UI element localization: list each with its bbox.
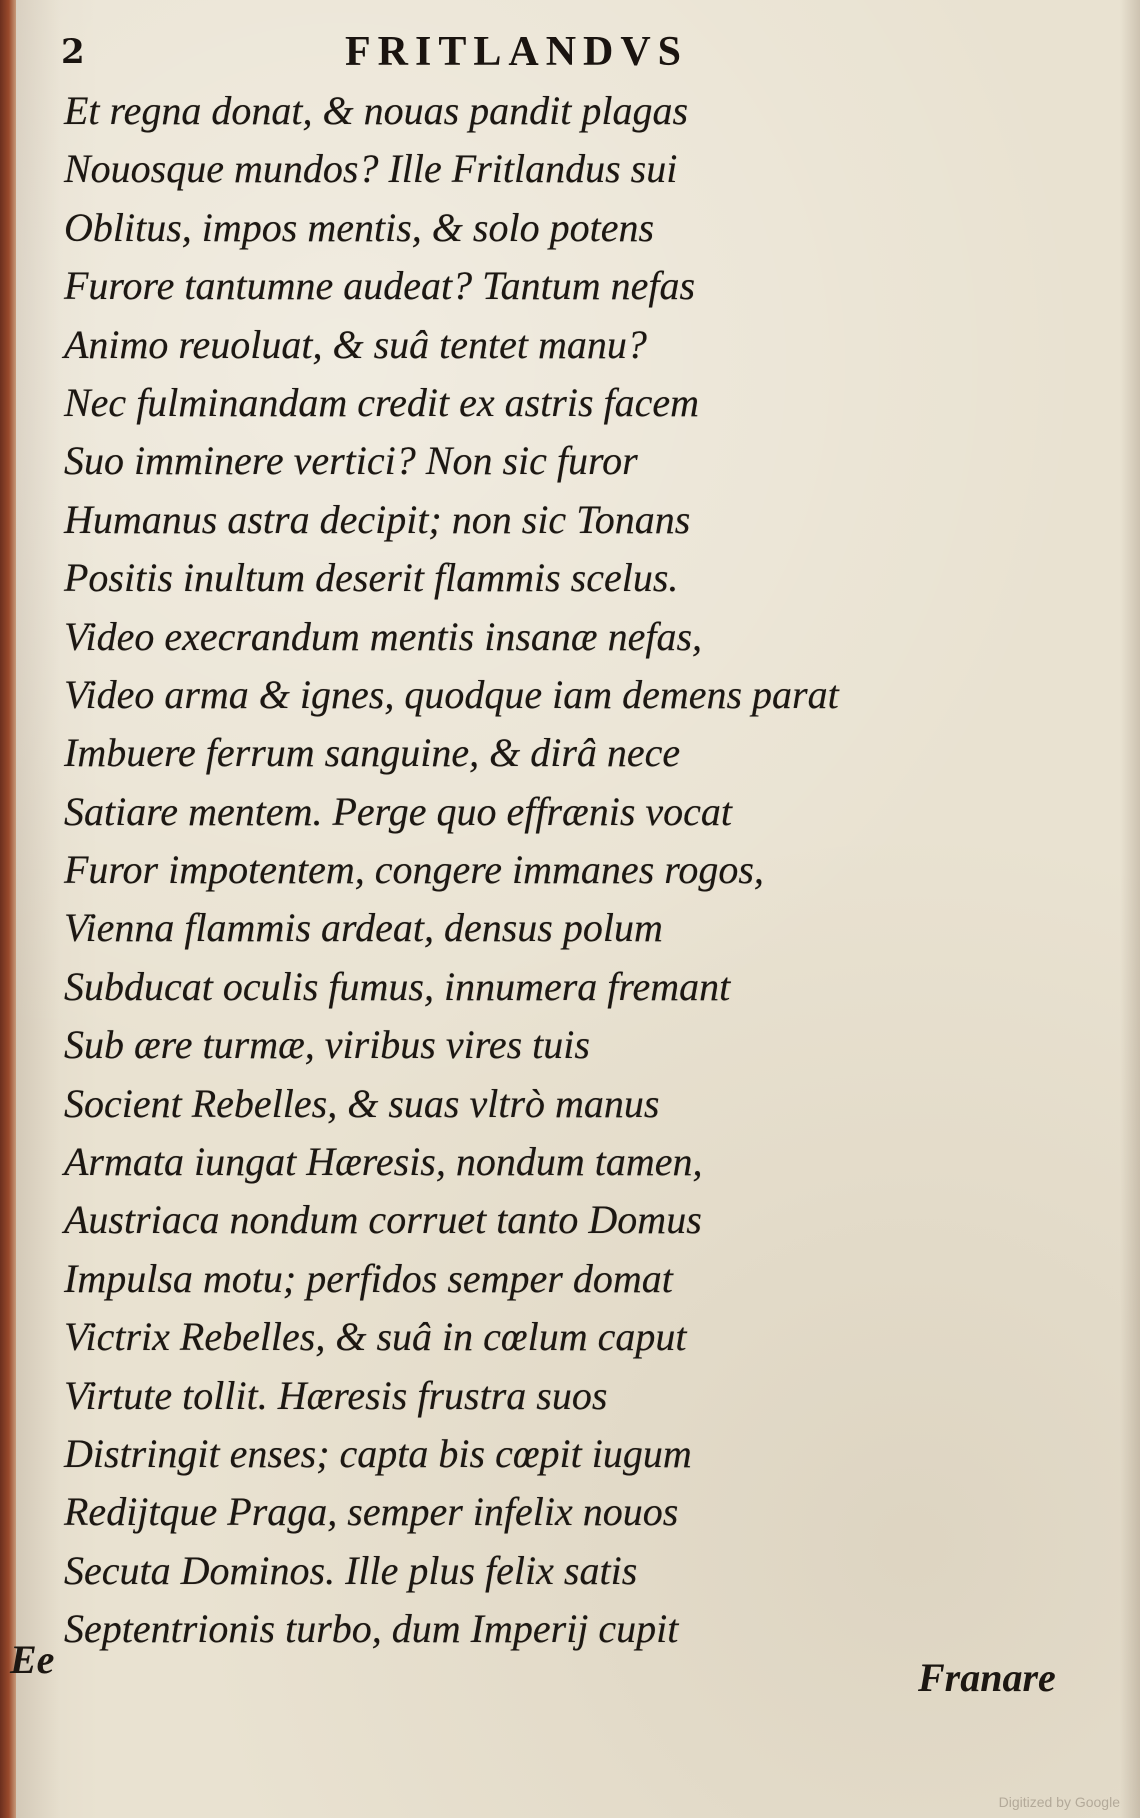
verse-line: Septentrionis turbo, dum Imperij cupit (64, 1606, 679, 1652)
watermark: Digitized by Google (998, 1794, 1120, 1810)
running-title: FRITLANDVS (345, 29, 689, 75)
verse-line: Et regna donat, & nouas pandit plagas (64, 88, 689, 133)
verse-line: Satiare mentem. Perge quo effrænis vocat (64, 788, 733, 834)
verse-line: Virtute tollit. Hæresis frustra suos (64, 1372, 608, 1418)
verse-line: Secuta Dominos. Ille plus felix satis (64, 1547, 638, 1593)
verse-line: Armata iungat Hæresis, nondum tamen, (64, 1139, 703, 1185)
page-number: 2 (61, 32, 85, 72)
catchword: Franare (918, 1655, 1056, 1700)
verse-line: Oblitus, impos mentis, & solo potens (64, 204, 655, 250)
verse-line: Furore tantumne audeat? Tantum nefas (64, 263, 696, 309)
verse-line: Nec fulminandam credit ex astris facem (64, 379, 700, 425)
verse-line: Humanus astra decipit; non sic Tonans (64, 496, 691, 542)
verse-line: Suo imminere vertici? Non sic furor (64, 438, 638, 484)
verse-line: Video execrandum mentis insanæ nefas, (64, 613, 703, 659)
verse-line: Furor impotentem, congere immanes rogos, (64, 847, 764, 893)
verse-line: Impulsa motu; perfidos semper domat (64, 1255, 673, 1301)
page-edge-shadow (1120, 0, 1140, 1818)
verse-line: Redijtque Praga, semper infelix nouos (64, 1489, 679, 1535)
verse-line: Vienna flammis ardeat, densus polum (64, 905, 663, 951)
verse-line: Sub ære turmæ, viribus vires tuis (64, 1022, 590, 1068)
verse-block (64, 82, 1004, 1659)
verse-line: Socient Rebelles, & suas vltrò manus (64, 1080, 660, 1126)
verse-line: Subducat oculis fumus, innumera fremant (64, 963, 731, 1009)
verse-line: Animo reuoluat, & suâ tentet manu? (64, 321, 647, 367)
verse-line: Video arma & ignes, quodque iam demens parat (64, 671, 839, 717)
binding-edge (0, 0, 16, 1818)
page-header (55, 22, 775, 82)
verse-line: Imbuere ferrum sanguine, & dirâ nece (64, 730, 681, 776)
verse-line: Positis inultum deserit flammis scelus. (64, 555, 679, 601)
verse-line: Austriaca nondum corruet tanto Domus (64, 1197, 702, 1243)
verse-line: Nouosque mundos? Ille Fritlandus sui (64, 146, 678, 192)
verse-line: Distringit enses; capta bis cœpit iugum (64, 1430, 692, 1476)
verse-line: Victrix Rebelles, & suâ in cœlum caput (64, 1314, 687, 1360)
signature-mark: Ee (10, 1637, 55, 1682)
